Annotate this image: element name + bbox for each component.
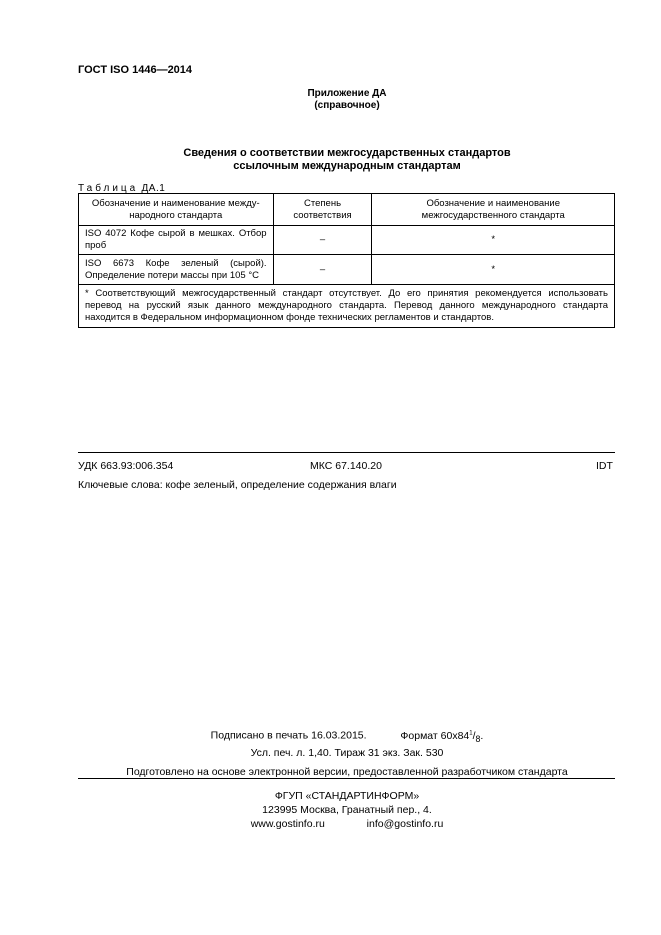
table-footnote-row — [79, 285, 615, 328]
table-caption-word: Таблица — [78, 183, 139, 194]
signed-date: Подписано в печать 16.03.2015. — [210, 729, 367, 742]
document-id: ГОСТ ISO 1446—2014 — [78, 64, 193, 76]
format-label: Формат 60x84 — [400, 729, 470, 742]
table-footnote: * Соответствующий межгосударственный стандарт отсутствует. До его принятия рекомендуется использовать перевод на русский язык данного международного стандарта. Перевод данного международного стандарта находится в Федеральном информационном фонде технических регламентов и стандартов. — [79, 285, 615, 328]
format-numerator: 1 — [469, 730, 473, 736]
header-interstate: Обозначение и наименование межгосударственного стандарта — [372, 194, 615, 226]
imprint-signed-line — [0, 726, 661, 746]
divider — [78, 452, 615, 453]
print-sheets: Усл. печ. л. 1,40. Тираж 31 экз. Зак. 530 — [250, 746, 444, 759]
format-denominator: 8 — [475, 733, 481, 744]
table-row — [79, 255, 615, 285]
section-title-line1: Сведения о соответствии межгосударственных стандартов — [183, 147, 511, 159]
publisher-address: 123995 Москва, Гранатный пер., 4. — [262, 804, 432, 816]
cell-interstate: * — [372, 226, 615, 255]
cell-degree: – — [273, 255, 372, 285]
publisher-name: ФГУП «СТАНДАРТИНФОРМ» — [274, 790, 420, 802]
header-international: Обозначение и наименование между-народного стандарта — [79, 194, 274, 226]
table-row — [79, 226, 615, 255]
email-link[interactable]: info@gostinfo.ru — [366, 818, 444, 830]
cell-interstate: * — [372, 255, 615, 285]
cell-international: ISO 6673 Кофе зеленый (сырой). Определение потери массы при 105 °С — [79, 255, 274, 285]
table-header-row — [79, 194, 615, 226]
cell-international: ISO 4072 Кофе сырой в мешках. Отбор проб — [79, 226, 274, 255]
annex-heading — [0, 88, 661, 112]
annex-title: Приложение ДА — [307, 88, 387, 99]
divider — [78, 778, 615, 779]
website-link[interactable]: www.gostinfo.ru — [250, 818, 325, 830]
cell-degree: – — [273, 226, 372, 255]
publisher-contacts — [0, 817, 661, 831]
mks-code: МКС 67.140.20 — [310, 460, 382, 472]
section-title — [0, 147, 661, 173]
udk-code: УДК 663.93:006.354 — [78, 460, 174, 472]
annex-type: (справочное) — [314, 100, 380, 111]
section-title-line2: ссылочным международным стандартам — [233, 160, 461, 172]
paper-format: Формат $60x84^1/_8$. — [400, 729, 484, 744]
prepared-note: Подготовлено на основе электронной версии, предоставленной разработчиком стандарта — [126, 766, 568, 778]
publisher-block — [0, 789, 661, 831]
correspondence-table — [78, 193, 615, 328]
correspondence-degree: IDT — [596, 460, 613, 472]
imprint-block — [0, 726, 661, 760]
header-degree: Степень соответствия — [273, 194, 372, 226]
keywords: Ключевые слова: кофе зеленый, определение содержания влаги — [78, 479, 397, 491]
table-caption-id: ДА.1 — [141, 183, 166, 194]
